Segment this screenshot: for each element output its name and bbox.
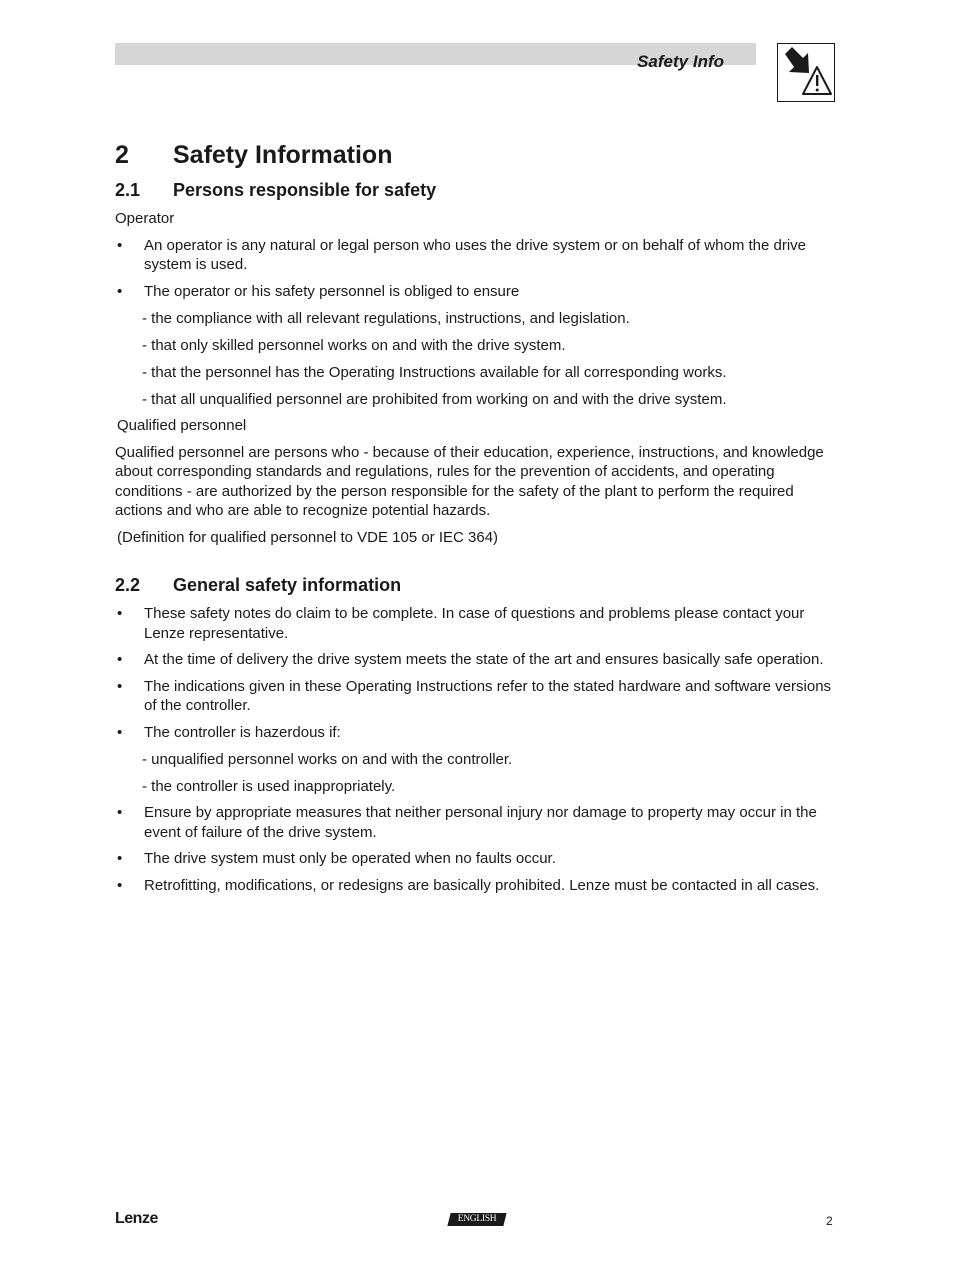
- dash-item: - unqualified personnel works on and with the controller.: [142, 750, 513, 768]
- bullet-marker: •: [117, 876, 123, 894]
- subsection-heading-2-2: [115, 574, 840, 596]
- page-number: 2: [826, 1214, 833, 1228]
- dash-item: - the controller is used inappropriately.: [142, 777, 396, 795]
- subsection-title: General safety information: [173, 575, 402, 595]
- subsection-number: 2.2: [115, 575, 141, 595]
- list-item: • These safety notes do claim to be complete. In case of questions and problems please contact your Lenze representative.: [117, 605, 805, 642]
- subsection-heading-2-1: [115, 179, 840, 201]
- subsection-number: 2.1: [115, 180, 141, 200]
- bullet-marker: •: [117, 850, 123, 867]
- bullet-marker: •: [117, 723, 123, 741]
- lenze-logo: Lenze: [115, 1210, 158, 1227]
- list-item: • The operator or his safety personnel is obliged to ensure: [117, 282, 520, 300]
- bullet-marker: •: [117, 651, 123, 668]
- subsection-title: Persons responsible for safety: [173, 180, 437, 200]
- dash-item: - that all unqualified personnel are prohibited from working on and with the drive system.: [142, 390, 727, 408]
- dash-item: - the compliance with all relevant regulations, instructions, and legislation.: [142, 309, 630, 327]
- list-item: • An operator is any natural or legal person who uses the drive system or on behalf of whom the drive system is used.: [117, 236, 807, 273]
- bullet-marker: •: [117, 236, 123, 254]
- header-title: Safety Info: [637, 52, 724, 71]
- list-item: • The drive system must only be operated when no faults occur.: [117, 850, 556, 867]
- section-heading: [115, 140, 840, 174]
- list-item: • Retrofitting, modifications, or redesigns are basically prohibited. Lenze must be contacted in all cases.: [117, 876, 820, 894]
- bullet-marker: •: [117, 677, 123, 695]
- definition-note: (Definition for qualified personnel to VDE 105 or IEC 364): [117, 528, 499, 546]
- section-number: 2: [115, 141, 129, 169]
- list-item: • At the time of delivery the drive system meets the state of the art and ensures basically safe operation.: [117, 651, 824, 668]
- section-title: Safety Information: [173, 141, 393, 169]
- arrow-warning-icon: [777, 43, 835, 102]
- qualified-label: Qualified personnel: [117, 417, 247, 434]
- dash-item: - that only skilled personnel works on and with the drive system.: [142, 336, 566, 354]
- bullet-marker: •: [117, 282, 123, 300]
- bullet-marker: •: [117, 605, 123, 622]
- dash-item: - that the personnel has the Operating Instructions available for all corresponding works.: [142, 363, 727, 381]
- language-badge: [447, 1213, 506, 1226]
- qualified-paragraph: Qualified personnel are persons who - because of their education, experience, instructions, and knowledge about corresponding standards and regulations, rules for the prevention of accidents, and operating conditions - are authorized by the person responsible for the safety of the plant to perform the required actions and who are able to recognize potential hazards.: [115, 443, 824, 519]
- list-item: • The indications given in these Operating Instructions refer to the stated hardware and software versions of the controller.: [117, 677, 832, 714]
- list-item: • The controller is hazerdous if:: [117, 723, 341, 741]
- page-content: [115, 140, 840, 895]
- bullet-marker: •: [117, 804, 123, 821]
- operator-label: Operator: [115, 210, 175, 227]
- language-label: ENGLISH: [457, 1214, 497, 1224]
- list-item: • Ensure by appropriate measures that neither personal injury nor damage to property may occur in the event of failure of the drive system.: [117, 804, 817, 841]
